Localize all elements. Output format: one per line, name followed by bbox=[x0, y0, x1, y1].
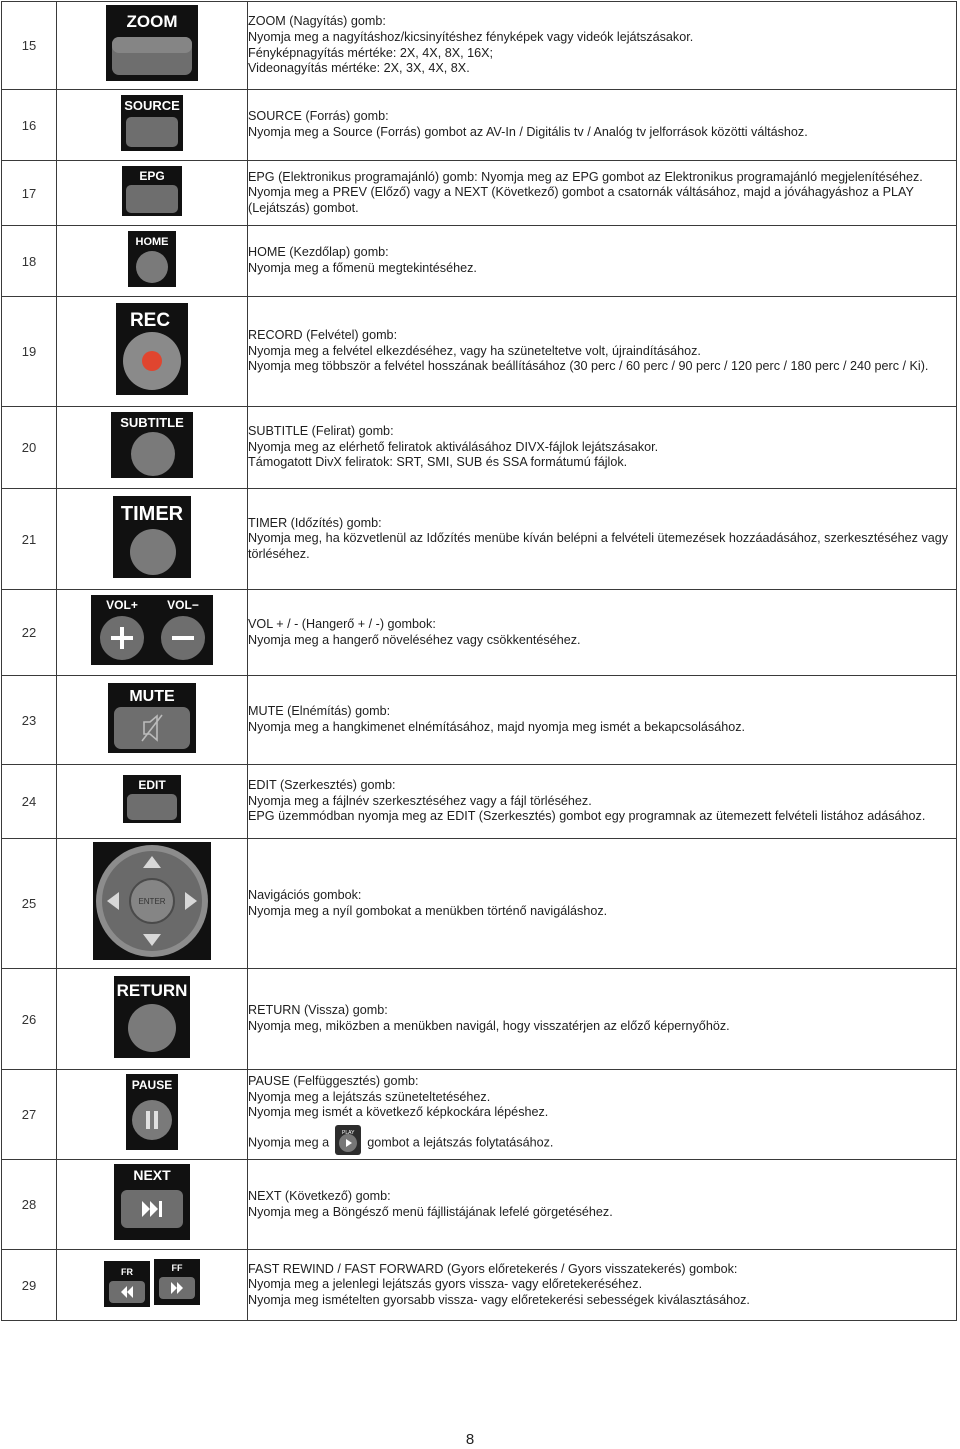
table-row bbox=[2, 676, 957, 765]
table-row bbox=[2, 1250, 957, 1321]
record-description: RECORD (Felvétel) gomb: Nyomja meg a felvétel elkezdéséhez, vagy ha szüneteltetve volt, újraindításához. Nyomja meg többször a felvétel hosszának beállításához (30 perc / 60 perc / 90 perc / 120 perc / 180 perc / 240 perc / Ki). bbox=[248, 297, 957, 407]
table-row bbox=[2, 407, 957, 489]
page-number: 8 bbox=[465, 1431, 475, 1448]
pause-button-image bbox=[57, 1070, 248, 1160]
table-row bbox=[2, 1160, 957, 1250]
row-number: 18 bbox=[2, 226, 57, 297]
source-button-image bbox=[57, 90, 248, 161]
vol-minus-label: VOL− bbox=[167, 598, 199, 612]
source-label: SOURCE bbox=[124, 97, 180, 113]
zoom-description: ZOOM (Nagyítás) gomb: Nyomja meg a nagyításhoz/kicsinyítéshez fényképek vagy videók lejátszásakor. Fényképnagyítás mértéke: 2X, 4X, 8X, 16X; Videonagyítás mértéke: 2X, 3X, 4X, 8X. bbox=[248, 2, 957, 90]
edit-label: EDIT bbox=[138, 778, 166, 792]
fr-label: FR bbox=[121, 1266, 133, 1277]
row-number: 26 bbox=[2, 969, 57, 1070]
row-number: 28 bbox=[2, 1160, 57, 1250]
home-label: HOME bbox=[135, 235, 169, 248]
mute-button-image bbox=[57, 676, 248, 765]
epg-label: EPG bbox=[139, 168, 165, 183]
rec-label: REC bbox=[129, 310, 171, 331]
navigation-description: Navigációs gombok: Nyomja meg a nyíl gombokat a menükben történő navigáláshoz. bbox=[248, 839, 957, 969]
subtitle-button-image bbox=[57, 407, 248, 489]
rec-button-image bbox=[57, 297, 248, 407]
return-description: RETURN (Vissza) gomb: Nyomja meg, miközben a menükben navigál, hogy visszatérjen az előző képernyőhöz. bbox=[248, 969, 957, 1070]
timer-button-image bbox=[57, 489, 248, 590]
epg-button-image bbox=[57, 161, 248, 226]
timer-label: TIMER bbox=[120, 502, 184, 525]
fast-rewind-forward-description: FAST REWIND / FAST FORWARD (Gyors előretekerés / Gyors visszatekerés) gombok: Nyomja meg a jelenlegi lejátszás gyors vissza- vagy előretekeréséhez. Nyomja meg ismételten gyorsabb vissza- vagy előretekerési sebességek kiválasztásához. bbox=[248, 1250, 957, 1321]
row-number: 24 bbox=[2, 765, 57, 839]
table-row bbox=[2, 839, 957, 969]
pause-description: PAUSE (Felfüggesztés) gomb: Nyomja meg a lejátszás szüneteltetéséhez. Nyomja meg ismét a következő képkockára lépéshez. Nyomja meg a PLAY gombot a lejátszás folytatásához. bbox=[248, 1070, 957, 1160]
subtitle-description: SUBTITLE (Felirat) gomb: Nyomja meg az elérhető feliratok aktiválásához DIVX-fájlok lejátszásakor. Támogatott DivX feliratok: SRT, SMI, SUB és SSA formátumú fájlok. bbox=[248, 407, 957, 489]
row-number: 15 bbox=[2, 2, 57, 90]
row-number: 21 bbox=[2, 489, 57, 590]
edit-button-image bbox=[57, 765, 248, 839]
vol-plus-label: VOL+ bbox=[106, 598, 138, 612]
table-row bbox=[2, 969, 957, 1070]
volume-description: VOL + / - (Hangerő + / -) gombok: Nyomja meg a hangerő növeléséhez vagy csökkentéséhez. bbox=[248, 590, 957, 676]
next-button-image bbox=[57, 1160, 248, 1250]
ff-label: FF bbox=[171, 1262, 183, 1273]
home-button-image bbox=[57, 226, 248, 297]
return-button-image bbox=[57, 969, 248, 1070]
fast-rewind-forward-image bbox=[57, 1250, 248, 1321]
next-label: NEXT bbox=[133, 1167, 171, 1183]
row-number: 19 bbox=[2, 297, 57, 407]
play-icon: PLAY bbox=[335, 1125, 361, 1155]
zoom-button-image bbox=[57, 2, 248, 90]
row-number: 27 bbox=[2, 1070, 57, 1160]
volume-buttons-image bbox=[57, 590, 248, 676]
next-description: NEXT (Következő) gomb: Nyomja meg a Böngésző menü fájllistájának lefelé görgetéséhez. bbox=[248, 1160, 957, 1250]
row-number: 29 bbox=[2, 1250, 57, 1321]
row-number: 17 bbox=[2, 161, 57, 226]
mute-label: MUTE bbox=[129, 687, 175, 705]
subtitle-label: SUBTITLE bbox=[120, 415, 184, 430]
table-row bbox=[2, 1070, 957, 1160]
row-number: 16 bbox=[2, 90, 57, 161]
table-row bbox=[2, 90, 957, 161]
table-row bbox=[2, 161, 957, 226]
table-row bbox=[2, 2, 957, 90]
navigation-pad-image bbox=[57, 839, 248, 969]
zoom-label: ZOOM bbox=[126, 12, 178, 31]
table-row bbox=[2, 765, 957, 839]
table-row bbox=[2, 226, 957, 297]
mute-description: MUTE (Elnémítás) gomb: Nyomja meg a hangkimenet elnémításához, majd nyomja meg ismét a bekapcsolásához. bbox=[248, 676, 957, 765]
row-number: 20 bbox=[2, 407, 57, 489]
row-number: 23 bbox=[2, 676, 57, 765]
table-row bbox=[2, 590, 957, 676]
button-reference-table bbox=[1, 1, 957, 1321]
edit-description: EDIT (Szerkesztés) gomb: Nyomja meg a fájlnév szerkesztéséhez vagy a fájl törléséhez. EPG üzemmódban nyomja meg az EDIT (Szerkesztés) gombot egy programnak az ütemezett felvételi listához adásához. bbox=[248, 765, 957, 839]
home-description: HOME (Kezdőlap) gomb: Nyomja meg a főmenü megtekintéséhez. bbox=[248, 226, 957, 297]
row-number: 22 bbox=[2, 590, 57, 676]
epg-description: EPG (Elektronikus programajánló) gomb: Nyomja meg az EPG gombot az Elektronikus programajánló megjelenítéséhez. Nyomja meg a PREV (Előző) vagy a NEXT (Következő) gombot a csatornák váltásához, majd a jóváhagyáshoz a PLAY (Lejátszás) gombot. bbox=[248, 161, 957, 226]
enter-label: ENTER bbox=[138, 897, 166, 906]
table-row bbox=[2, 489, 957, 590]
return-label: RETURN bbox=[116, 980, 188, 1000]
source-description: SOURCE (Forrás) gomb: Nyomja meg a Source (Forrás) gombot az AV-In / Digitális tv / Analóg tv jelforrások közötti váltáshoz. bbox=[248, 90, 957, 161]
row-number: 25 bbox=[2, 839, 57, 969]
timer-description: TIMER (Időzítés) gomb: Nyomja meg, ha közvetlenül az Időzítés menübe kíván belépni a felvételi ütemezések hozzáadásához, szerkesztéséhez vagy törléséhez. bbox=[248, 489, 957, 590]
table-row bbox=[2, 297, 957, 407]
pause-label: PAUSE bbox=[131, 1078, 173, 1092]
